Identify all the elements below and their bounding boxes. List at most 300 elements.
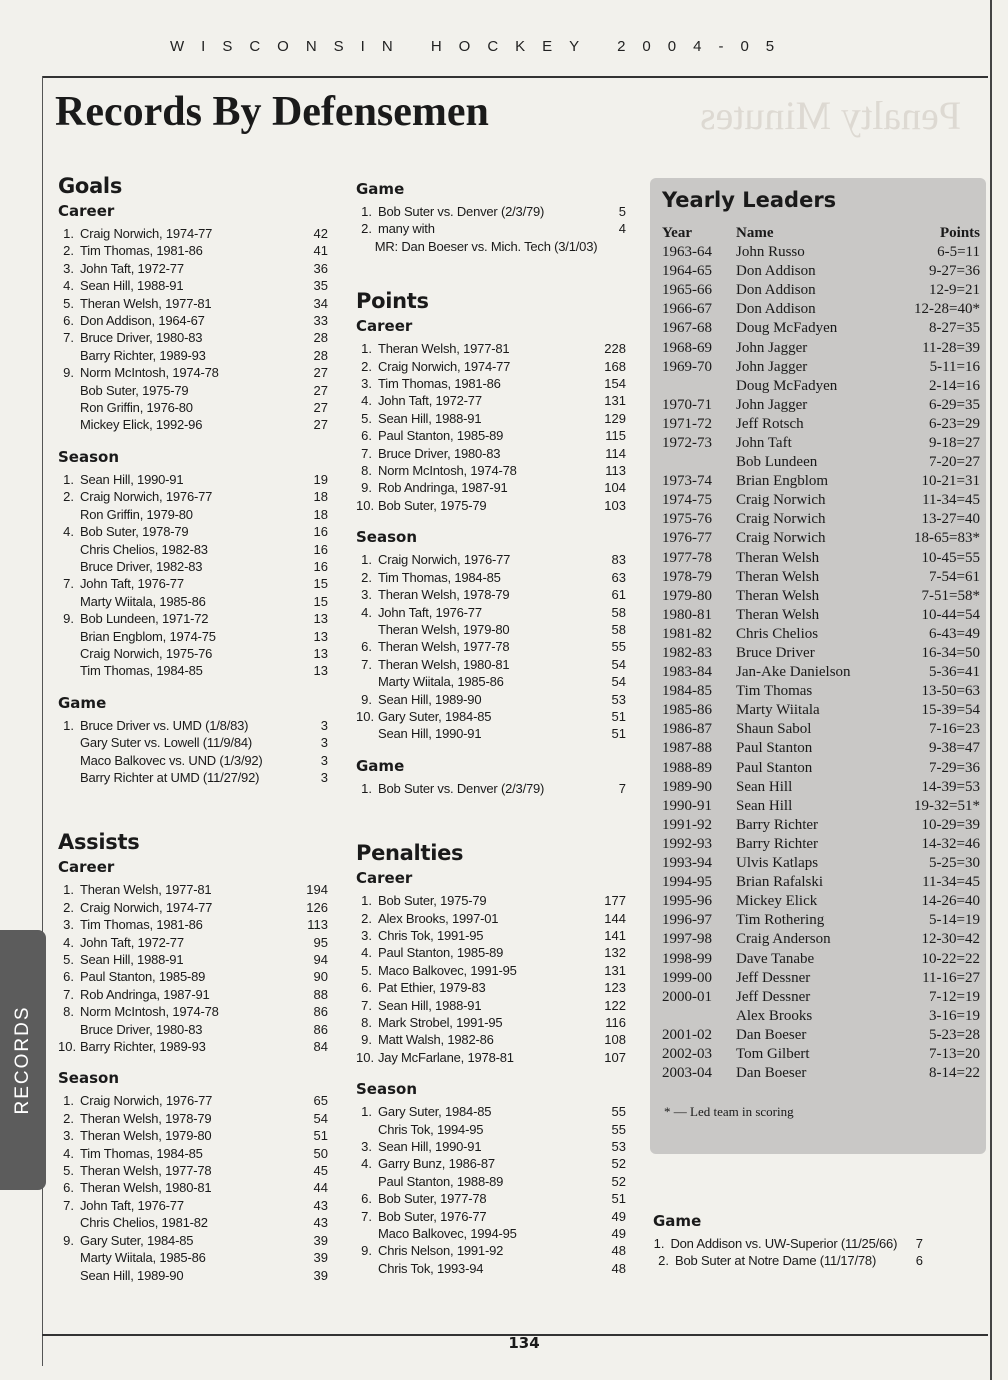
record-holder: Sean Hill, 1989-90 xyxy=(80,1267,184,1283)
leader-row xyxy=(662,606,980,625)
record-rank: 6. xyxy=(63,969,74,985)
record-row xyxy=(356,392,626,409)
leader-row xyxy=(662,434,980,453)
record-row xyxy=(356,375,626,392)
leader-row xyxy=(662,377,980,396)
leader-name: Bob Lundeen xyxy=(736,454,818,471)
record-row xyxy=(356,979,626,996)
record-rank: 2. xyxy=(63,243,74,259)
record-value: 113 xyxy=(307,917,328,933)
record-value: 34 xyxy=(313,295,328,311)
record-row xyxy=(356,340,626,357)
leader-name: Dave Tanabe xyxy=(736,950,815,967)
record-rank xyxy=(58,347,80,364)
record-row xyxy=(356,1242,626,1259)
record-row xyxy=(356,638,626,655)
record-holder: Jay McFarlane, 1978-81 xyxy=(378,1049,514,1065)
record-value: 51 xyxy=(611,726,626,742)
leader-name: Jeff Rotsch xyxy=(736,415,804,432)
record-holder: Bruce Driver, 1980-83 xyxy=(80,1021,203,1037)
record-holder: Rob Andringa, 1987-91 xyxy=(378,480,508,496)
record-rank xyxy=(356,1121,378,1138)
assists-heading: Assists xyxy=(58,830,140,855)
record-holder: Theran Welsh, 1980-81 xyxy=(80,1180,212,1196)
record-value: 83 xyxy=(611,552,626,568)
record-holder: Bruce Driver, 1980-83 xyxy=(378,445,501,461)
leader-row xyxy=(662,625,980,644)
record-row xyxy=(58,1162,328,1179)
record-holder: John Taft, 1976-77 xyxy=(80,576,184,592)
record-holder: Bruce Driver, 1982-83 xyxy=(80,558,203,574)
record-row xyxy=(58,1232,328,1249)
record-row xyxy=(58,382,328,399)
leader-name: Ulvis Katlaps xyxy=(736,855,819,872)
leader-name: Sean Hill xyxy=(736,778,793,795)
record-holder: Craig Norwich, 1976-77 xyxy=(80,489,213,505)
record-row xyxy=(58,734,328,751)
record-rank xyxy=(58,506,80,523)
record-row xyxy=(356,551,626,568)
goals-game-list xyxy=(58,717,328,787)
page-number: 134 xyxy=(508,1334,540,1352)
record-value: 55 xyxy=(611,1104,626,1120)
record-row xyxy=(356,927,626,944)
leader-points: 19-32=51* xyxy=(914,797,980,814)
leader-year: 1964-65 xyxy=(662,263,712,280)
record-row xyxy=(58,628,328,645)
leader-name: Marty Wiitala xyxy=(736,702,820,719)
record-value: 54 xyxy=(611,656,626,672)
record-row xyxy=(58,1179,328,1196)
record-holder: Mark Strobel, 1991-95 xyxy=(378,1015,503,1030)
record-value: 48 xyxy=(611,1243,626,1259)
record-value: 49 xyxy=(611,1208,626,1224)
record-rank xyxy=(356,673,378,690)
leader-row xyxy=(662,1045,980,1064)
record-row xyxy=(58,399,328,416)
record-rank: 2. xyxy=(63,489,74,505)
leader-year: 1970-71 xyxy=(662,396,712,413)
penalties-season-heading: Season xyxy=(356,1080,418,1099)
record-holder: Bruce Driver, 1980-83 xyxy=(80,330,203,346)
leader-points: 2-14=16 xyxy=(929,377,980,394)
col-header-points: Points xyxy=(939,225,980,241)
record-value: 16 xyxy=(313,524,328,540)
record-value: 108 xyxy=(604,1032,626,1048)
penalties-career-list xyxy=(356,892,626,1066)
record-rank xyxy=(58,734,80,751)
record-row xyxy=(356,1014,626,1031)
leader-name: Jeff Dessner xyxy=(736,969,811,986)
leader-name: Tim Thomas xyxy=(736,683,813,700)
record-row xyxy=(356,892,626,909)
points-heading: Points xyxy=(356,289,429,314)
points-career-heading: Career xyxy=(356,317,413,336)
record-value: 3 xyxy=(320,769,328,785)
leader-points: 8-14=22 xyxy=(929,1065,980,1082)
leader-points: 11-34=45 xyxy=(922,492,980,509)
record-value: 42 xyxy=(313,226,328,241)
record-row xyxy=(58,1249,328,1266)
record-row xyxy=(356,220,626,237)
record-holder: Sean Hill, 1988-91 xyxy=(80,952,184,967)
record-value: 58 xyxy=(611,604,626,620)
record-value: 154 xyxy=(604,376,626,392)
leader-points: 10-44=54 xyxy=(921,606,980,623)
leader-row xyxy=(662,778,980,797)
record-rank: 8. xyxy=(361,463,372,479)
record-rank: 5. xyxy=(63,952,74,967)
record-holder: Craig Norwich, 1975-76 xyxy=(80,645,213,661)
leader-points: 3-16=19 xyxy=(929,1007,980,1024)
record-holder: Bruce Driver vs. UMD (1/8/83) xyxy=(80,717,249,733)
record-holder: Craig Norwich, 1974-77 xyxy=(80,226,213,241)
record-rank: 6. xyxy=(63,1180,74,1196)
record-holder: Chris Tok, 1994-95 xyxy=(378,1121,484,1137)
record-rank: 3. xyxy=(361,1139,372,1155)
leader-year: 1981-82 xyxy=(662,625,712,642)
leader-year: 1996-97 xyxy=(662,912,712,929)
record-rank: 10. xyxy=(356,708,375,724)
record-row xyxy=(58,1267,328,1284)
record-rank: 7. xyxy=(361,1208,372,1224)
record-rank: 2. xyxy=(361,358,372,374)
leader-name: Paul Stanton xyxy=(736,759,813,776)
record-value: 50 xyxy=(313,1145,328,1161)
leader-year: 1965-66 xyxy=(662,282,712,299)
running-head: WISCONSIN HOCKEY 2004-05 xyxy=(170,38,792,55)
record-row xyxy=(58,593,328,610)
record-value: 28 xyxy=(313,347,328,363)
leader-row xyxy=(662,1064,980,1083)
record-rank: 5. xyxy=(361,962,372,978)
leader-year: 1976-77 xyxy=(662,530,712,547)
leader-name: Tim Rothering xyxy=(736,912,825,929)
record-value: 5 xyxy=(618,204,626,219)
record-value: 228 xyxy=(604,341,626,357)
record-holder: Sean Hill, 1988-91 xyxy=(378,410,482,426)
penalties-career-heading: Career xyxy=(356,869,413,888)
points-season-list xyxy=(356,551,626,742)
leader-row xyxy=(662,835,980,854)
record-holder: Paul Stanton, 1988-89 xyxy=(378,1173,504,1189)
record-row xyxy=(58,225,328,242)
record-row xyxy=(58,752,328,769)
record-rank: 7. xyxy=(361,656,372,672)
leader-name: Craig Anderson xyxy=(736,931,831,948)
leader-year: 1995-96 xyxy=(662,893,712,910)
record-row xyxy=(58,242,328,259)
record-rank xyxy=(58,645,80,662)
record-holder: Sean Hill, 1990-91 xyxy=(378,726,482,742)
record-rank: 3. xyxy=(361,587,372,603)
record-row xyxy=(58,1038,328,1055)
record-value: 45 xyxy=(313,1163,328,1179)
leader-year xyxy=(662,453,736,472)
record-rank: 9. xyxy=(361,1243,372,1259)
leader-name: Theran Welsh xyxy=(736,568,820,585)
record-holder: John Taft, 1972-77 xyxy=(80,260,184,276)
goals-game-col2-heading: Game xyxy=(356,180,405,198)
leader-row xyxy=(662,1007,980,1026)
leader-year: 1983-84 xyxy=(662,664,712,681)
leader-name: Craig Norwich xyxy=(736,492,826,509)
record-row xyxy=(356,604,626,621)
goals-season-list xyxy=(58,471,328,680)
record-value: 61 xyxy=(611,587,626,603)
record-value: 86 xyxy=(313,1004,328,1020)
record-holder: Don Addison, 1964-67 xyxy=(80,313,205,329)
assists-career-list xyxy=(58,881,328,1055)
goals-game-heading: Game xyxy=(58,693,107,712)
record-holder: Maco Balkovec vs. UND (1/3/92) xyxy=(80,752,263,768)
record-row xyxy=(58,1197,328,1214)
record-rank: 1. xyxy=(361,552,372,568)
record-row xyxy=(356,238,626,255)
leader-row xyxy=(662,319,980,338)
record-rank xyxy=(58,399,80,416)
leader-year: 2002-03 xyxy=(662,1045,712,1062)
yearly-leaders-body xyxy=(662,243,980,1083)
goals-career-heading: Career xyxy=(58,202,115,220)
penalties-season-list xyxy=(356,1103,626,1277)
leader-year: 1974-75 xyxy=(662,492,712,509)
record-value: 84 xyxy=(313,1039,328,1055)
record-value: 94 xyxy=(313,952,328,967)
record-holder: Bob Suter, 1975-79 xyxy=(378,497,487,513)
record-holder: Sean Hill, 1990-91 xyxy=(80,471,184,487)
record-holder: Gary Suter, 1984-85 xyxy=(378,708,492,724)
record-value: 103 xyxy=(604,497,626,513)
record-value: 13 xyxy=(313,645,328,661)
record-holder: Chris Chelios, 1982-83 xyxy=(80,541,208,557)
record-rank xyxy=(58,1267,80,1284)
assists-season-list xyxy=(58,1092,328,1283)
record-holder: Theran Welsh, 1977-78 xyxy=(80,1163,212,1179)
record-value: 53 xyxy=(611,1139,626,1155)
record-value: 16 xyxy=(313,558,328,574)
record-holder: Sean Hill, 1988-91 xyxy=(378,997,482,1013)
record-row xyxy=(58,610,328,627)
record-holder: Tim Thomas, 1981-86 xyxy=(80,917,203,933)
record-holder: Tim Thomas, 1984-85 xyxy=(80,663,203,679)
leader-row xyxy=(662,396,980,415)
leader-name: Chris Chelios xyxy=(736,625,819,642)
leader-name: Theran Welsh xyxy=(736,587,820,604)
record-row xyxy=(58,523,328,540)
record-rank: 2. xyxy=(63,899,74,915)
penalties-game-heading: Game xyxy=(653,1212,702,1230)
leader-name: Dan Boeser xyxy=(736,1026,807,1043)
record-row xyxy=(356,725,626,742)
leader-points: 7-54=61 xyxy=(929,568,980,585)
leader-points: 14-32=46 xyxy=(921,835,980,852)
record-value: 53 xyxy=(611,691,626,707)
record-row xyxy=(356,944,626,961)
leader-points: 10-29=39 xyxy=(921,816,980,833)
record-rank: 2. xyxy=(361,910,372,926)
leader-points: 7-16=23 xyxy=(929,721,980,738)
record-row xyxy=(356,497,626,514)
leader-name: Shaun Sabol xyxy=(736,721,812,738)
leader-year: 1984-85 xyxy=(662,683,712,700)
record-value: 7 xyxy=(915,1236,923,1251)
leader-row xyxy=(662,281,980,300)
record-row xyxy=(58,717,328,734)
leader-row xyxy=(662,873,980,892)
leader-year: 1992-93 xyxy=(662,835,712,852)
leader-points: 15-39=54 xyxy=(921,702,980,719)
leader-points: 7-13=20 xyxy=(929,1045,980,1062)
goals-season-heading: Season xyxy=(58,447,120,466)
record-value: 44 xyxy=(313,1180,328,1196)
record-value: 114 xyxy=(605,445,626,461)
leader-name: Paul Stanton xyxy=(736,740,813,757)
record-row xyxy=(58,1127,328,1144)
leader-year: 1982-83 xyxy=(662,645,712,662)
leader-year: 1988-89 xyxy=(662,759,712,776)
leader-year: 1994-95 xyxy=(662,874,712,891)
record-rank: 2. xyxy=(658,1253,669,1269)
leader-row xyxy=(662,797,980,816)
record-rank: 7. xyxy=(361,997,372,1013)
leader-points: 9-18=27 xyxy=(929,434,980,451)
bleed-through-text: Penalty Minutes xyxy=(700,93,962,138)
leader-row xyxy=(662,644,980,663)
record-value: 51 xyxy=(313,1128,328,1144)
record-rank: 1. xyxy=(361,780,372,796)
record-holder: John Taft, 1972-77 xyxy=(378,393,482,409)
goals-game-col2-list xyxy=(356,203,626,255)
record-row xyxy=(58,899,328,916)
leader-year: 1993-94 xyxy=(662,855,712,872)
record-rank: 10. xyxy=(356,497,375,513)
record-holder: Bob Suter vs. Denver (2/3/79) xyxy=(378,780,545,796)
record-holder: Sean Hill, 1988-91 xyxy=(80,278,184,294)
leader-row xyxy=(662,930,980,949)
penalties-game-list xyxy=(653,1235,923,1270)
record-rank: 4. xyxy=(63,934,74,950)
record-value: 51 xyxy=(611,1191,626,1207)
leader-points: 18-65=83* xyxy=(914,530,980,547)
record-row xyxy=(356,410,626,427)
record-row xyxy=(58,364,328,381)
record-rank: 10. xyxy=(356,1049,375,1065)
leader-row xyxy=(662,262,980,281)
leader-name: Don Addison xyxy=(736,282,816,299)
leader-year: 1966-67 xyxy=(662,301,712,318)
record-holder: Bob Lundeen, 1971-72 xyxy=(80,611,209,627)
leader-year: 1999-00 xyxy=(662,969,712,986)
leader-year: 2000-01 xyxy=(662,988,712,1005)
leader-points: 5-36=41 xyxy=(929,664,980,681)
record-value: 115 xyxy=(605,428,626,444)
leader-points: 11-28=39 xyxy=(922,339,980,356)
leader-row xyxy=(662,568,980,587)
leader-name: Bruce Driver xyxy=(736,645,815,662)
record-row xyxy=(356,708,626,725)
record-rank xyxy=(58,662,80,679)
leader-year: 1978-79 xyxy=(662,568,712,585)
record-holder: Chris Chelios, 1981-82 xyxy=(80,1215,208,1231)
record-row xyxy=(653,1235,923,1252)
leader-points: 10-21=31 xyxy=(921,473,980,490)
record-holder: John Taft, 1976-77 xyxy=(80,1197,184,1213)
record-row xyxy=(58,645,328,662)
record-value: 52 xyxy=(611,1156,626,1172)
record-holder: Norm McIntosh, 1974-78 xyxy=(80,1004,219,1020)
record-holder: Theran Welsh, 1978-79 xyxy=(80,1110,212,1126)
record-holder: Craig Norwich, 1974-77 xyxy=(378,358,511,374)
record-holder: Theran Welsh, 1977-81 xyxy=(378,341,510,357)
leader-name: Theran Welsh xyxy=(736,549,820,566)
leader-points: 9-27=36 xyxy=(929,263,980,280)
record-rank: 7. xyxy=(63,1197,74,1213)
record-row xyxy=(356,780,626,797)
record-holder: Theran Welsh, 1977-78 xyxy=(378,639,510,655)
leader-name: Doug McFadyen xyxy=(736,377,838,394)
record-holder: Bob Suter vs. Denver (2/3/79) xyxy=(378,204,545,219)
record-row xyxy=(356,997,626,1014)
leader-year: 1998-99 xyxy=(662,950,712,967)
leader-year: 2003-04 xyxy=(662,1065,712,1082)
record-holder: Craig Norwich, 1976-77 xyxy=(80,1093,213,1109)
record-holder: Maco Balkovec, 1991-95 xyxy=(378,962,517,978)
leader-points: 14-26=40 xyxy=(921,893,980,910)
record-value: 41 xyxy=(313,243,328,259)
record-holder: Ron Griffin, 1976-80 xyxy=(80,400,193,416)
points-season-heading: Season xyxy=(356,528,418,547)
record-rank: 7. xyxy=(361,445,372,461)
record-holder: Theran Welsh, 1977-81 xyxy=(80,295,212,311)
leader-name: Brian Engblom xyxy=(736,473,829,490)
leader-row xyxy=(662,549,980,568)
record-rank xyxy=(58,752,80,769)
assists-season-heading: Season xyxy=(58,1069,120,1088)
record-row xyxy=(58,416,328,433)
record-rank xyxy=(58,593,80,610)
record-rank: 6. xyxy=(361,980,372,996)
record-holder: Paul Stanton, 1985-89 xyxy=(80,969,206,985)
record-rank: 8. xyxy=(361,1015,372,1030)
leader-row xyxy=(662,759,980,778)
record-value: 55 xyxy=(611,1121,626,1137)
leader-row xyxy=(662,720,980,739)
record-rank xyxy=(356,238,375,255)
leader-points: 7-29=36 xyxy=(929,759,980,776)
record-row xyxy=(356,1121,626,1138)
record-rank xyxy=(58,769,80,786)
record-value: 122 xyxy=(604,997,626,1013)
record-rank: 7. xyxy=(63,330,74,346)
record-value: 194 xyxy=(306,882,328,898)
record-rank: 2. xyxy=(361,569,372,585)
record-value: 33 xyxy=(313,313,328,329)
record-value: 7 xyxy=(618,780,626,796)
record-holder: Theran Welsh, 1977-81 xyxy=(80,882,212,898)
leader-row xyxy=(662,415,980,434)
record-row xyxy=(653,1252,923,1269)
record-value: 27 xyxy=(313,417,328,433)
leader-name: Craig Norwich xyxy=(736,530,826,547)
record-holder: Rob Andringa, 1987-91 xyxy=(80,986,210,1002)
record-row xyxy=(58,575,328,592)
leader-year: 1991-92 xyxy=(662,816,712,833)
record-value: 177 xyxy=(604,893,626,909)
record-rank: 9. xyxy=(361,691,372,707)
record-rank: 2. xyxy=(361,221,372,237)
record-rank: 1. xyxy=(63,226,74,241)
